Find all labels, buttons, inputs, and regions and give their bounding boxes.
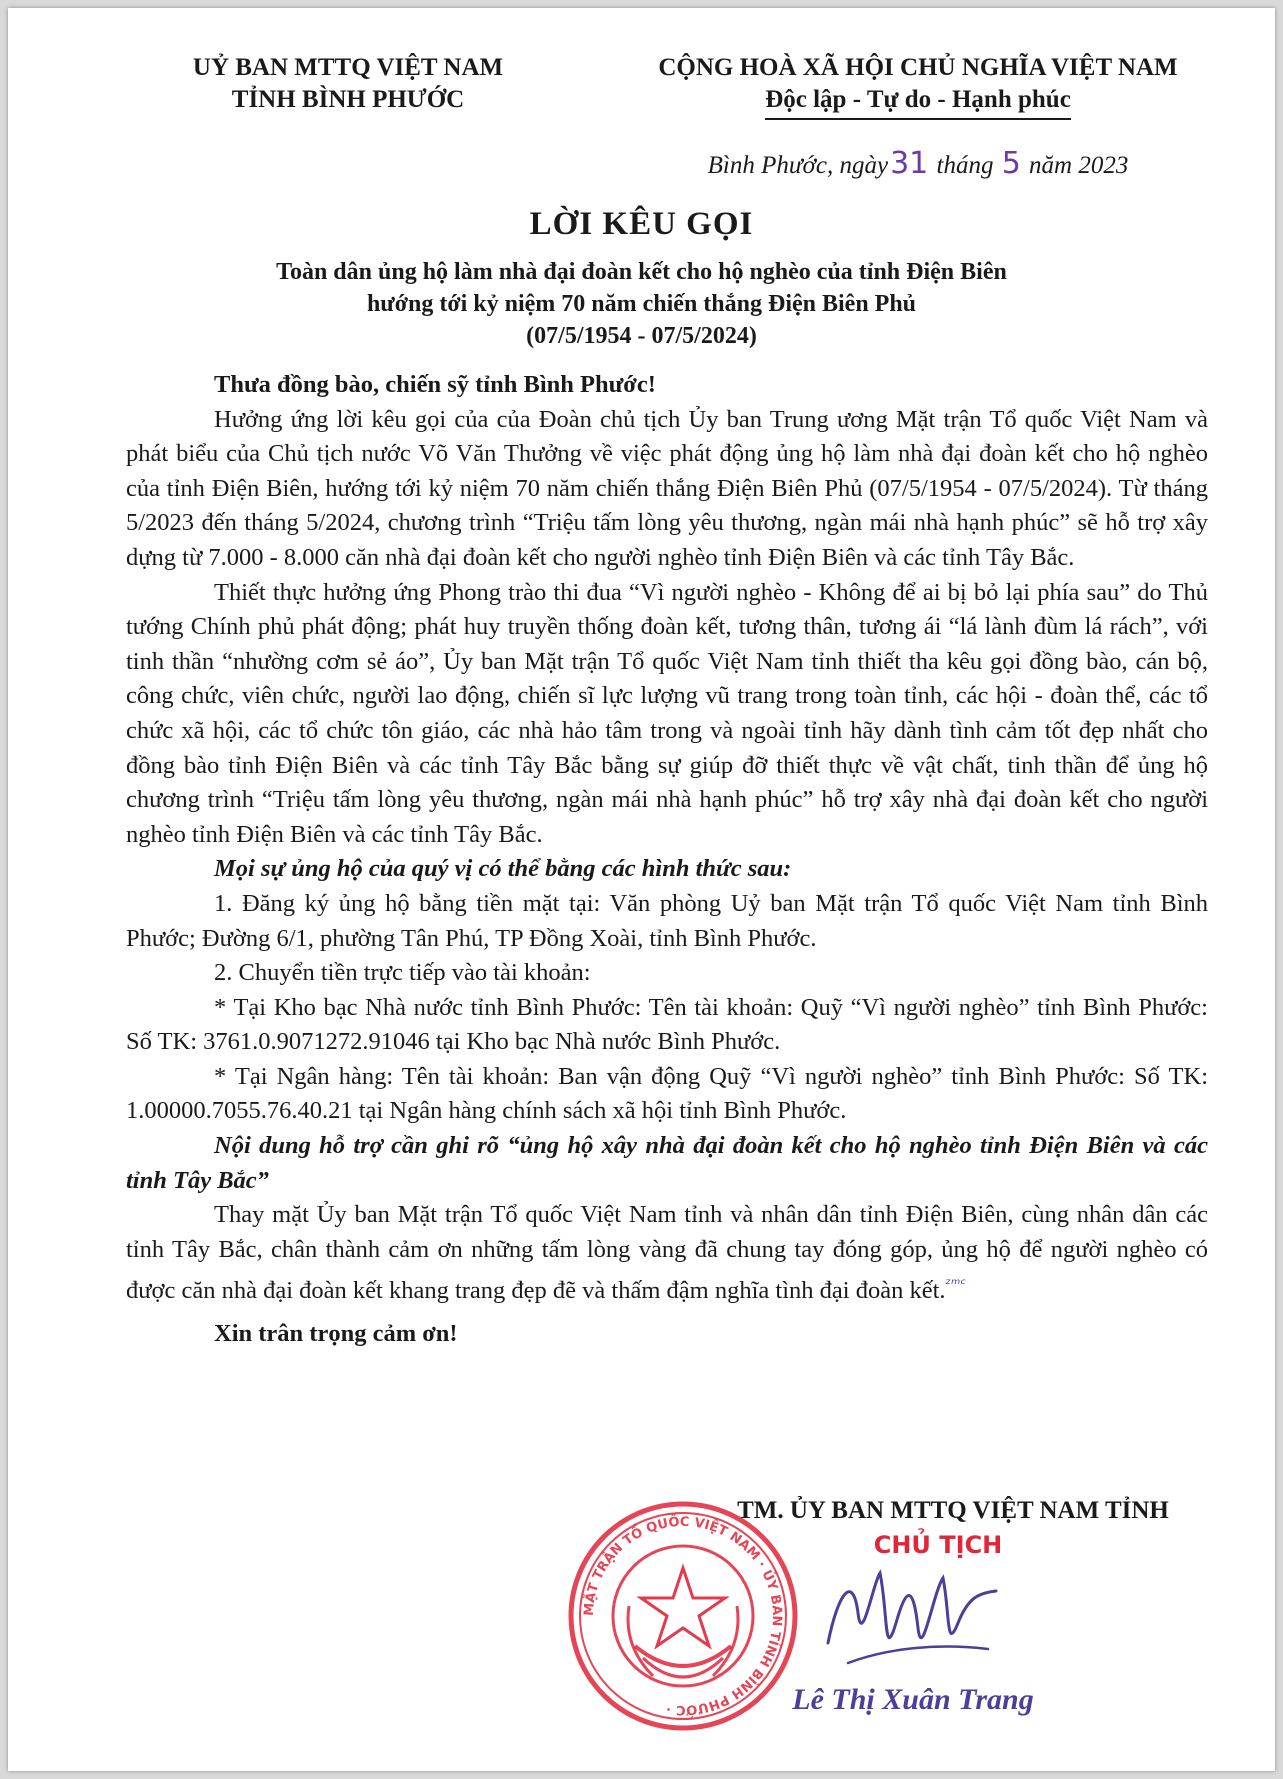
national-header	[608, 52, 1228, 120]
handwritten-month: 5	[1001, 146, 1021, 181]
document-subtitle	[168, 256, 1115, 352]
signatory-role: CHỦ TỊCH	[873, 1531, 1003, 1559]
thanks-text: Thay mặt Ủy ban Mặt trận Tổ quốc Việt Nam tỉnh và nhân dân tỉnh Điện Biên, cùng nhân dân các tỉnh Tây Bắc, chân thành cảm ơn những tấm lòng vàng đã chung tay đóng góp, ủng hộ để người nghèo có được căn nhà đại đoàn kết khang trang đẹp đẽ và thấm đậm nghĩa tình đại đoàn kết.	[126, 1201, 1208, 1305]
issuing-organization	[158, 52, 538, 116]
support-forms-heading: Mọi sự ủng hộ của quý vị có thể bằng các hình thức sau:	[214, 855, 792, 883]
paragraph-2: Thiết thực hưởng ứng Phong trào thi đua “Vì người nghèo - Không để ai bị bỏ lại phía sau” do Thủ tướng Chính phủ phát động; phát huy truyền thống đoàn kết, tương thân, tương ái “lá lành đùm lá rách”, với tinh thần “nhường cơm sẻ áo”, Ủy ban Mặt trận Tổ quốc Việt Nam tỉnh thiết tha kêu gọi đồng bào, cán bộ, công chức, viên chức, người lao động, chiến sĩ lực lượng vũ trang trong toàn tỉnh, các hội - đoàn thể, các tổ chức xã hội, các tổ chức tôn giáo, các nhà hảo tâm trong và ngoài tỉnh hãy dành tình cảm tốt đẹp nhất cho đồng bào tỉnh Điện Biên và các tỉnh Tây Bắc bằng sự giúp đỡ thiết thực về vật chất, tinh thần để ủng hộ chương trình “Triệu tấm lòng yêu thương, ngàn mái nhà hạnh phúc” hỗ trợ xây nhà đại đoàn kết cho người nghèo tỉnh Điện Biên và các tỉnh Tây Bắc.	[126, 578, 1208, 848]
handwritten-signature	[818, 1553, 1008, 1683]
support-item-2a: * Tại Kho bạc Nhà nước tỉnh Bình Phước: Tên tài khoản: Quỹ “Vì người nghèo” tỉnh Bình Phước: Số TK: 3761.0.9071272.91046 tại Kho bạc Nhà nước Bình Phước.	[126, 993, 1208, 1056]
support-item-2b: * Tại Ngân hàng: Tên tài khoản: Ban vận động Quỹ “Vì người nghèo” tỉnh Bình Phước: Số TK: 1.00000.7055.76.40.21 tại Ngân hàng chính sách xã hội tỉnh Bình Phước.	[126, 1062, 1208, 1125]
subtitle-line-1: Toàn dân ủng hộ làm nhà đại đoàn kết cho hộ nghèo của tỉnh Điện Biên	[276, 259, 1007, 285]
seal-ring-text: MẶT TRẬN TỔ QUỐC VIỆT NAM · ỦY BAN TỈNH BÌNH PHƯỚC ·	[581, 1514, 785, 1718]
document-title: LỜI KÊU GỌI	[529, 206, 754, 242]
signatory-name: Lê Thị Xuân Trang	[792, 1683, 1034, 1716]
org-line-2: TỈNH BÌNH PHƯỚC	[231, 86, 465, 113]
dateline-year: năm 2023	[1029, 152, 1129, 179]
paragraph-1: Hưởng ứng lời kêu gọi của của Đoàn chủ tịch Ủy ban Trung ương Mặt trận Tổ quốc Việt Nam và phát biểu của Chủ tịch nước Võ Văn Thưởng về việc phát động ủng hộ làm nhà đại đoàn kết cho hộ nghèo của tỉnh Điện Biên, hướng tới kỷ niệm 70 năm chiến thắng Điện Biên Phủ (07/5/1954 - 07/5/2024). Từ tháng 5/2023 đến tháng 5/2024, chương trình “Triệu tấm lòng yêu thương, ngàn mái nhà hạnh phúc” sẽ hỗ trợ xây dựng từ 7.000 - 8.000 căn nhà đại đoàn kết cho người nghèo tỉnh Điện Biên và các tỉnh Tây Bắc.	[126, 405, 1208, 571]
document-body	[126, 368, 1208, 1352]
support-item-2: 2. Chuyển tiền trực tiếp vào tài khoản:	[214, 959, 591, 987]
national-motto: Độc lập - Tự do - Hạnh phúc	[765, 84, 1071, 120]
dateline-month-word: tháng	[936, 152, 994, 179]
dateline	[608, 146, 1228, 181]
subtitle-line-2: hướng tới kỷ niệm 70 năm chiến thắng Điện Biên Phủ	[366, 291, 917, 317]
subtitle-line-3: (07/5/1954 - 07/5/2024)	[526, 323, 757, 349]
handwritten-day: 31	[890, 146, 929, 181]
document-page	[8, 8, 1275, 1771]
support-item-1: 1. Đăng ký ủng hộ bằng tiền mặt tại: Văn phòng Uỷ ban Mặt trận Tổ quốc Việt Nam tỉnh Bình Phước; Đường 6/1, phường Tân Phú, TP Đồng Xoài, tỉnh Bình Phước.	[126, 889, 1208, 952]
greeting: Thưa đồng bào, chiến sỹ tỉnh Bình Phước!	[214, 371, 656, 398]
dateline-place: Bình Phước, ngày	[707, 152, 889, 179]
content-note: Nội dung hỗ trợ cần ghi rõ “ủng hộ xây nhà đại đoàn kết cho hộ nghèo tỉnh Điện Biên và các tỉnh Tây Bắc”	[126, 1132, 1208, 1194]
org-line-1: UỶ BAN MTTQ VIỆT NAM	[192, 54, 504, 81]
handwritten-initials: ᶻᵐᶜ	[945, 1275, 966, 1294]
signature-on-behalf: TM. ỦY BAN MTTQ VIỆT NAM TỈNH	[737, 1497, 1169, 1524]
closing-line: Xin trân trọng cảm ơn!	[214, 1320, 458, 1348]
country-name: CỘNG HOÀ XÃ HỘI CHỦ NGHĨA VIỆT NAM	[658, 54, 1178, 81]
thanks-paragraph	[126, 1198, 1208, 1309]
